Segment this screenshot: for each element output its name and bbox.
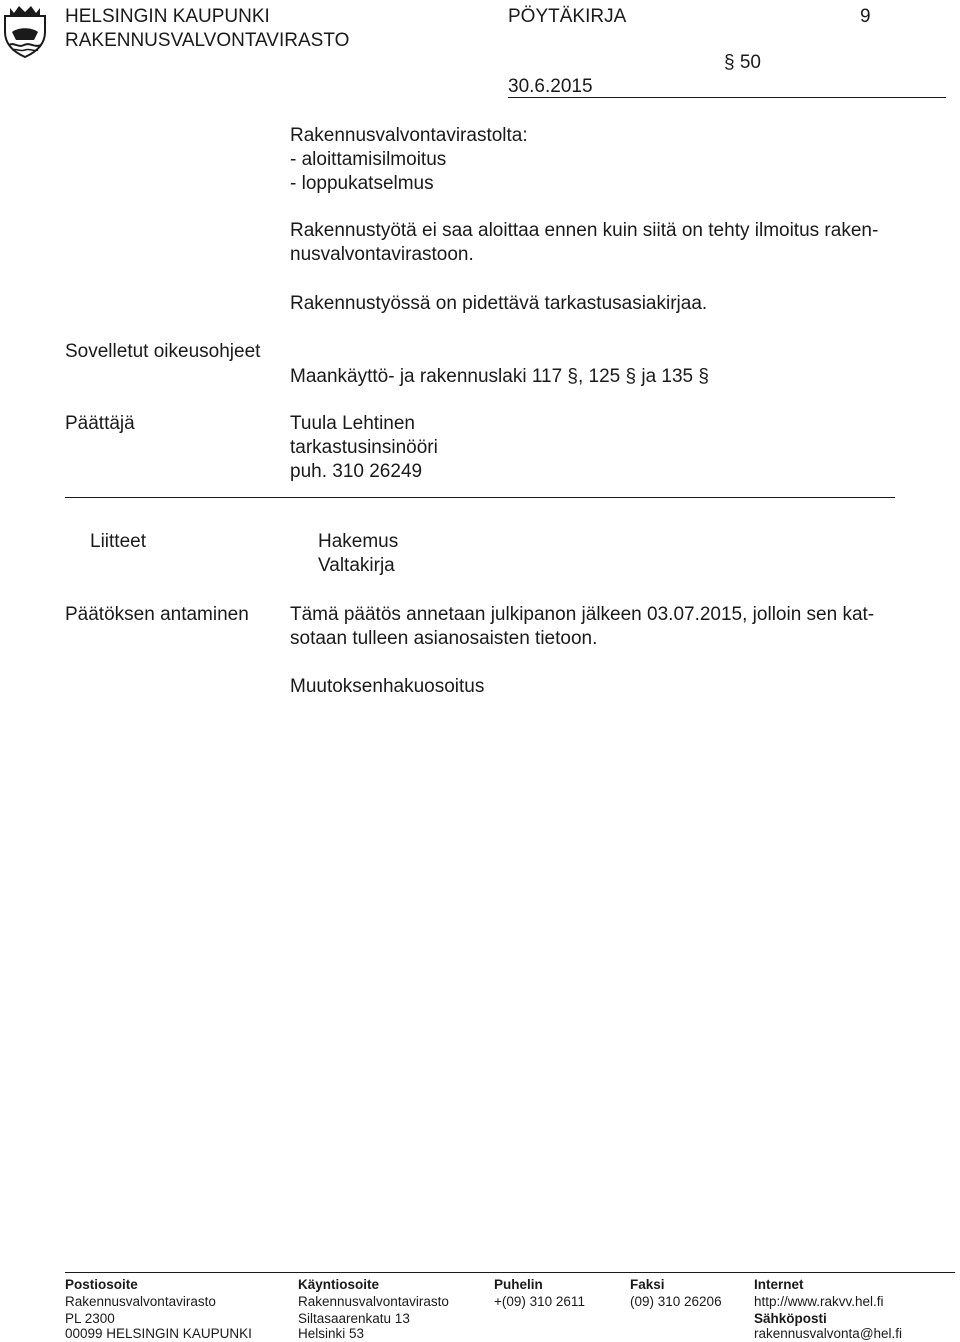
section-divider (65, 497, 895, 498)
decision-line: sotaan tulleen asianosaisten tietoon. (290, 628, 598, 649)
footer-fax-value: (09) 310 26206 (630, 1294, 722, 1309)
applied-law-label: Sovelletut oikeusohjeet (65, 341, 261, 362)
footer-postal-heading: Postiosoite (65, 1277, 138, 1292)
attachment-item: Hakemus (318, 531, 399, 552)
footer-website-link[interactable]: http://www.rakvv.hel.fi (754, 1294, 884, 1309)
footer-divider (65, 1272, 955, 1273)
notice-paragraph (290, 219, 878, 267)
footer-phone-value: +(09) 310 2611 (494, 1294, 585, 1309)
footer-postal-line: Rakennusvalvontavirasto (65, 1294, 216, 1309)
appeal-instructions-heading: Muutoksenhakuosoitus (290, 676, 485, 697)
meeting-date: 30.6.2015 (508, 76, 593, 97)
footer-visit-line: Siltasaarenkatu 13 (298, 1311, 410, 1326)
footer-visit-heading: Käyntiosoite (298, 1277, 380, 1292)
applied-law-value: Maankäyttö- ja rakennuslaki 117 §, 125 § ja 135 § (290, 366, 709, 387)
header-divider (508, 97, 946, 98)
decision-label: Päätöksen antaminen (65, 604, 249, 625)
notice-line: nusvalvontavirastoon. (290, 244, 474, 265)
from-office-heading: Rakennusvalvontavirastolta: (290, 125, 528, 146)
footer-fax-heading: Faksi (630, 1277, 665, 1292)
decider-name: Tuula Lehtinen (290, 413, 416, 434)
footer-visit-line: Helsinki 53 (298, 1326, 365, 1341)
decider-label: Päättäjä (65, 413, 135, 434)
decision-line: Tämä päätös annetaan julkipanon jälkeen 03.07.2015, jolloin sen kat- (290, 604, 875, 625)
list-item: - aloittamisilmoitus (290, 149, 447, 170)
footer-visit-line: Rakennusvalvontavirasto (298, 1294, 449, 1309)
section-number: § 50 (724, 52, 761, 73)
decider-phone: puh. 310 26249 (290, 461, 423, 482)
footer-phone-heading: Puhelin (494, 1277, 543, 1292)
page-number: 9 (860, 6, 871, 27)
attachment-item: Valtakirja (318, 555, 395, 576)
header-department: RAKENNUSVALVONTAVIRASTO (65, 30, 350, 51)
header-document-type: PÖYTÄKIRJA (508, 6, 627, 27)
decider-title: tarkastusinsinööri (290, 437, 438, 458)
footer-email-link[interactable]: rakennusvalvonta@hel.fi (754, 1326, 903, 1341)
attachments-label: Liitteet (90, 531, 146, 552)
footer-internet-heading: Internet (754, 1277, 804, 1292)
list-item: - loppukatselmus (290, 173, 434, 194)
inspection-requirement: Rakennustyössä on pidettävä tarkastusasiakirjaa. (290, 293, 708, 314)
header-org: HELSINGIN KAUPUNKI (65, 6, 270, 27)
footer-email-heading: Sähköposti (754, 1311, 827, 1326)
footer-postal-line: PL 2300 (65, 1311, 115, 1326)
footer-postal-line: 00099 HELSINGIN KAUPUNKI (65, 1326, 252, 1341)
helsinki-crest-icon (2, 2, 48, 58)
decision-paragraph (290, 603, 874, 651)
notice-line: Rakennustyötä ei saa aloittaa ennen kuin siitä on tehty ilmoitus raken- (290, 220, 879, 241)
